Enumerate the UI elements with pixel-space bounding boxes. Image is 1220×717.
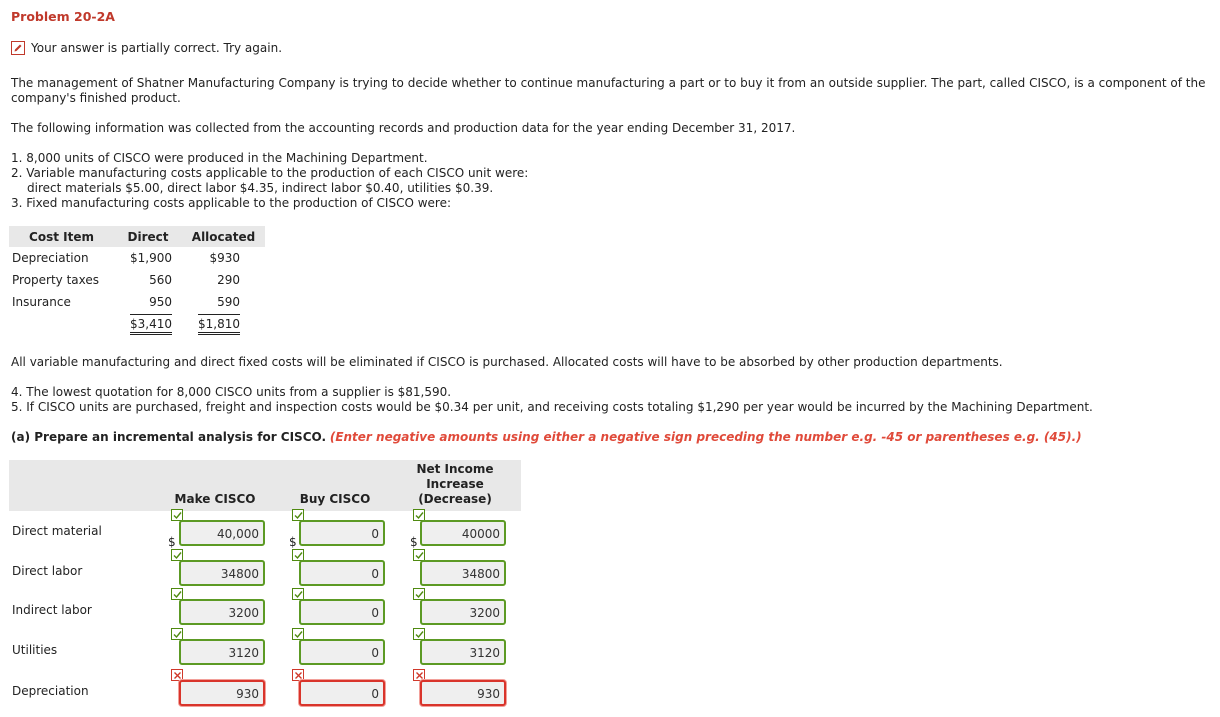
table-row <box>9 291 265 313</box>
fact-4: 4. The lowest quotation for 8,000 CISCO units from a supplier is $81,590. <box>11 385 452 399</box>
row-item: Property taxes <box>12 273 100 287</box>
analysis-row-label: Indirect labor <box>12 603 92 617</box>
make-input-utilities[interactable]: 3120 <box>179 639 265 665</box>
buy-input-utilities[interactable]: 0 <box>299 639 385 665</box>
elimination-note: All variable manufacturing and direct fixed costs will be eliminated if CISCO is purchased. Allocated costs will have to be absorbed by other production departments. <box>11 355 1003 369</box>
net-input-direct-labor[interactable]: 34800 <box>420 560 506 586</box>
table-row <box>9 269 265 291</box>
info-line: The following information was collected from the accounting records and production data for the year ending December 31, 2017. <box>11 121 796 135</box>
analysis-row-label: Depreciation <box>12 684 89 698</box>
question-label: (a) Prepare an incremental analysis for CISCO. <box>11 430 326 444</box>
make-input-indirect-labor[interactable]: 3200 <box>179 599 265 625</box>
row-allocated: 590 <box>217 295 240 309</box>
make-input-direct-material[interactable]: 40,000 <box>179 520 265 546</box>
buy-input-direct-labor[interactable]: 0 <box>299 560 385 586</box>
table-row <box>9 247 265 269</box>
header-cost-item: Cost Item <box>9 226 114 247</box>
table-total-row <box>9 313 265 335</box>
net-input-indirect-labor[interactable]: 3200 <box>420 599 506 625</box>
header-direct: Direct <box>114 226 182 247</box>
row-direct: $1,900 <box>130 251 172 265</box>
buy-input-indirect-labor[interactable]: 0 <box>299 599 385 625</box>
analysis-header <box>9 460 521 511</box>
fixed-cost-table <box>9 226 265 335</box>
pencil-icon <box>11 41 25 55</box>
fact-1: 1. 8,000 units of CISCO were produced in the Machining Department. <box>11 151 428 165</box>
intro-text <box>11 76 1205 106</box>
row-item: Insurance <box>12 295 71 309</box>
make-input-depreciation[interactable]: 930 <box>179 680 265 706</box>
header-buy-cisco: Buy CISCO <box>299 492 371 506</box>
row-allocated: 290 <box>217 273 240 287</box>
fact-2: 2. Variable manufacturing costs applicable to the production of each CISCO unit were: <box>11 166 529 180</box>
row-direct: 560 <box>149 273 172 287</box>
problem-title: Problem 20-2A <box>11 9 115 24</box>
facts-list <box>11 151 528 211</box>
fact-5: 5. If CISCO units are purchased, freight and inspection costs would be $0.34 per unit, and receiving costs totaling $1,290 per year would be incurred by the Machining Department. <box>11 400 1093 414</box>
fact-2-detail: direct materials $5.00, direct labor $4.35, indirect labor $0.40, utilities $0.39. <box>27 181 494 195</box>
header-make-cisco: Make CISCO <box>174 492 256 506</box>
net-input-depreciation[interactable]: 930 <box>420 680 506 706</box>
facts-list-2 <box>11 385 1093 415</box>
currency-sign: $ <box>168 535 176 549</box>
question-instruction: (Enter negative amounts using either a negative sign preceding the number e.g. -45 or parentheses e.g. (45).) <box>329 430 1082 444</box>
analysis-row-label: Direct material <box>12 524 102 538</box>
row-allocated: $930 <box>209 251 240 265</box>
analysis-row-label: Direct labor <box>12 564 83 578</box>
buy-input-depreciation[interactable]: 0 <box>299 680 385 706</box>
intro-line-2: company's finished product. <box>11 91 181 105</box>
row-direct: 950 <box>149 295 172 309</box>
status-message: Your answer is partially correct. Try again. <box>31 41 283 55</box>
question-a <box>11 430 1082 445</box>
fact-3: 3. Fixed manufacturing costs applicable to the production of CISCO were: <box>11 196 452 210</box>
answer-status <box>11 41 282 55</box>
row-item: Depreciation <box>12 251 89 265</box>
cost-table-header <box>9 226 265 247</box>
analysis-row-label: Utilities <box>12 643 58 657</box>
currency-sign: $ <box>289 535 297 549</box>
total-direct: $3,410 <box>130 314 172 335</box>
intro-line-1: The management of Shatner Manufacturing Company is trying to decide whether to continue manufacturing a part or to buy it from an outside supplier. The part, called CISCO, is a component of the <box>11 76 1206 90</box>
header-allocated: Allocated <box>182 226 265 247</box>
make-input-direct-labor[interactable]: 34800 <box>179 560 265 586</box>
currency-sign: $ <box>410 535 418 549</box>
buy-input-direct-material[interactable]: 0 <box>299 520 385 546</box>
header-net-income: Net Income Increase (Decrease) <box>416 462 494 506</box>
net-input-utilities[interactable]: 3120 <box>420 639 506 665</box>
net-input-direct-material[interactable]: 40000 <box>420 520 506 546</box>
total-allocated: $1,810 <box>198 314 240 335</box>
